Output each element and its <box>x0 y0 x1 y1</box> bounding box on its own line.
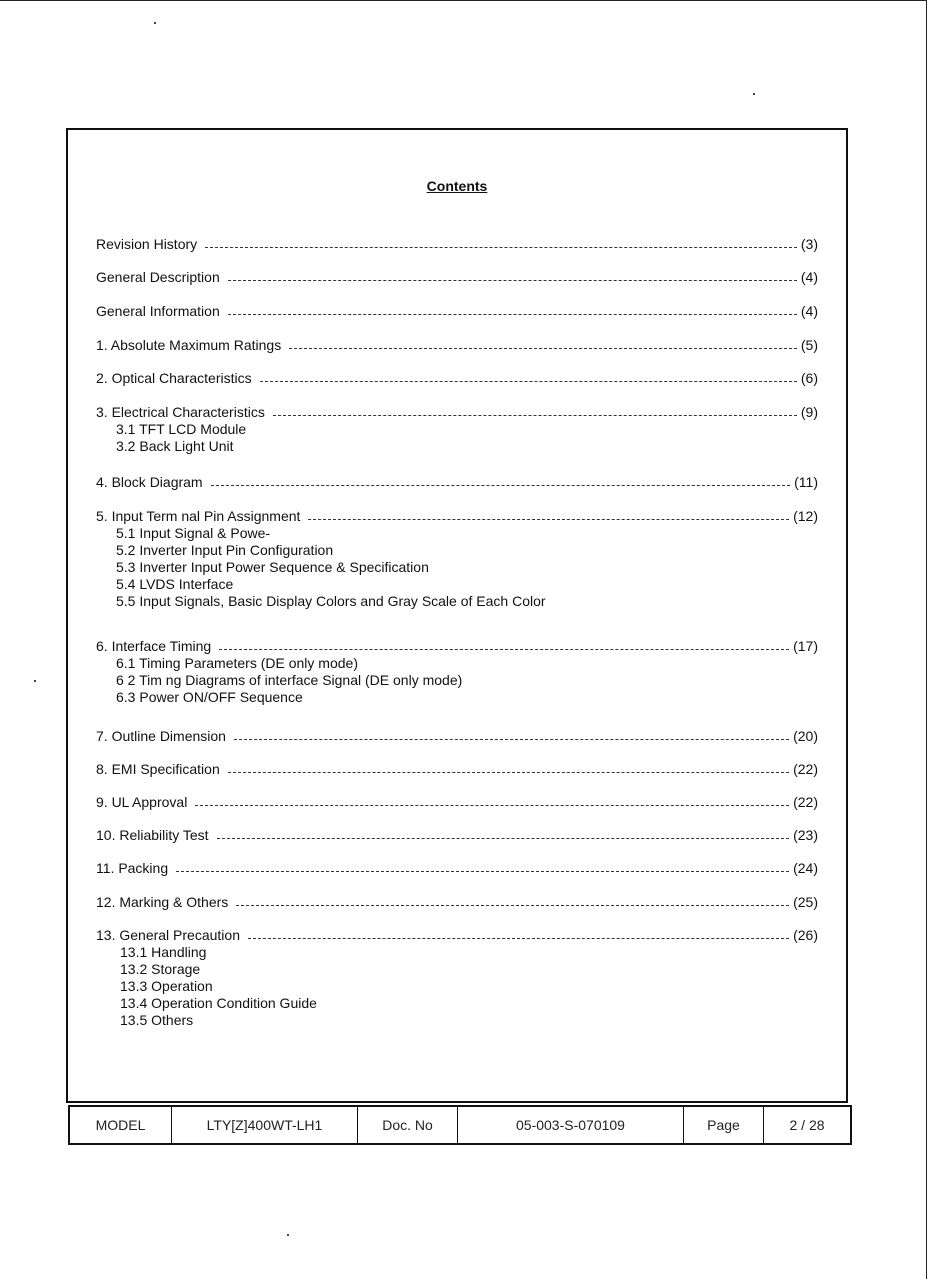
toc-entry-block-diagram <box>96 474 818 491</box>
toc-label: 6. Interface Timing <box>96 638 212 654</box>
toc-entry-interface-timing <box>96 638 818 706</box>
toc-row <box>96 404 818 421</box>
toc-subitem: 13.3 Operation <box>120 978 213 994</box>
toc-subsections <box>96 944 818 1029</box>
scan-speck <box>34 680 36 682</box>
scan-speck <box>154 22 156 24</box>
toc-label: Revision History <box>96 236 198 252</box>
toc-label: 4. Block Diagram <box>96 474 203 490</box>
toc-row <box>96 508 818 525</box>
toc-row <box>96 370 818 387</box>
toc-row <box>96 474 818 491</box>
toc-label: 12. Marking & Others <box>96 894 229 910</box>
toc-page: (6) <box>800 370 818 386</box>
document-footer <box>68 1105 852 1145</box>
toc-row <box>96 761 818 778</box>
toc-leader <box>308 519 789 520</box>
toc-row <box>96 860 818 877</box>
toc-entry-ul-approval <box>96 794 818 811</box>
toc-entry-general-description <box>96 269 818 286</box>
toc-row <box>96 303 818 320</box>
toc-label: 11. Packing <box>96 860 169 876</box>
toc-subitem: 6.1 Timing Parameters (DE only mode) <box>116 655 358 671</box>
toc-page: (5) <box>800 337 818 353</box>
toc-entry-electrical-characteristics <box>96 404 818 455</box>
toc-label: 13. General Precaution <box>96 927 240 943</box>
toc-leader <box>211 485 791 486</box>
toc-leader <box>234 739 789 740</box>
toc-label: 7. Outline Dimension <box>96 728 226 744</box>
toc-page: (24) <box>793 860 818 876</box>
toc-page: (12) <box>793 508 818 524</box>
toc-page: (9) <box>800 404 818 420</box>
toc-page: (3) <box>800 236 818 252</box>
page-label: Page <box>684 1107 764 1143</box>
toc-entry-outline-dimension <box>96 728 818 745</box>
toc-leader <box>205 247 797 248</box>
toc-entry-marking-and-others <box>96 894 818 911</box>
toc-row <box>96 728 818 745</box>
toc-row <box>96 337 818 354</box>
toc-row <box>96 927 818 944</box>
toc-page: (17) <box>793 638 818 654</box>
toc-subitem: 5.4 LVDS Interface <box>116 576 234 592</box>
toc-leader <box>219 649 789 650</box>
toc-entry-reliability-test <box>96 827 818 844</box>
toc-label: 2. Optical Characteristics <box>96 370 252 386</box>
toc-subitem: 13.2 Storage <box>120 961 201 977</box>
toc-label: 9. UL Approval <box>96 794 188 810</box>
doc-number-value: 05-003-S-070109 <box>458 1107 684 1143</box>
toc-subsections <box>96 421 818 455</box>
toc-leader <box>248 938 789 939</box>
toc-subitem: 3.1 TFT LCD Module <box>116 421 247 437</box>
toc-subitem: 5.2 Inverter Input Pin Configuration <box>116 542 334 558</box>
toc-row <box>96 894 818 911</box>
toc-subitem: 3.2 Back Light Unit <box>116 438 234 454</box>
toc-subitem: 13.5 Others <box>120 1012 194 1028</box>
toc-page: (11) <box>794 474 818 490</box>
toc-subsections <box>96 525 818 610</box>
toc-subitem: 6.3 Power ON/OFF Sequence <box>116 689 303 705</box>
toc-leader <box>236 905 789 906</box>
toc-leader <box>289 348 797 349</box>
toc-row <box>96 236 818 253</box>
contents-frame <box>66 128 848 1103</box>
toc-row <box>96 638 818 655</box>
toc-subitem: 13.1 Handling <box>120 944 207 960</box>
toc-page: (20) <box>793 728 818 744</box>
toc-leader <box>195 805 789 806</box>
toc-leader <box>260 381 797 382</box>
toc-entry-optical-characteristics <box>96 370 818 387</box>
toc-entry-packing <box>96 860 818 877</box>
scan-speck <box>753 93 755 95</box>
toc-leader <box>217 838 790 839</box>
toc-entry-emi-specification <box>96 761 818 778</box>
toc-page: (4) <box>800 303 818 319</box>
toc-subsections <box>96 655 818 706</box>
toc-label: 3. Electrical Characteristics <box>96 404 265 420</box>
contents-title: Contents <box>426 178 488 194</box>
toc-entry-revision-history <box>96 236 818 253</box>
toc-subitem: 5.1 Input Signal & Powe- <box>116 525 271 541</box>
model-label: MODEL <box>70 1107 172 1143</box>
toc-label: 5. Input Term nal Pin Assignment <box>96 508 301 524</box>
model-value: LTY[Z]400WT-LH1 <box>172 1107 358 1143</box>
doc-number-label: Doc. No <box>358 1107 458 1143</box>
page-number: 2 / 28 <box>789 1117 825 1133</box>
toc-row <box>96 794 818 811</box>
toc-subitem: 6 2 Tim ng Diagrams of interface Signal (DE only mode) <box>116 672 463 688</box>
toc-page: (26) <box>793 927 818 943</box>
toc-row <box>96 827 818 844</box>
toc-leader <box>228 280 797 281</box>
toc-label: 8. EMI Specification <box>96 761 220 777</box>
toc-label: 1. Absolute Maximum Ratings <box>96 337 282 353</box>
toc-leader <box>176 871 789 872</box>
toc-page: (25) <box>793 894 818 910</box>
toc-label: 10. Reliability Test <box>96 827 209 843</box>
toc-page: (22) <box>793 794 818 810</box>
toc-page: (23) <box>793 827 818 843</box>
toc-page: (4) <box>800 269 818 285</box>
toc-leader <box>273 415 797 416</box>
toc-subitem: 5.3 Inverter Input Power Sequence & Specification <box>116 559 429 575</box>
toc-entry-general-information <box>96 303 818 320</box>
toc-label: General Description <box>96 269 220 285</box>
toc-subitem: 5.5 Input Signals, Basic Display Colors and Gray Scale of Each Color <box>116 593 546 609</box>
toc-label: General Information <box>96 303 220 319</box>
toc-page: (22) <box>793 761 818 777</box>
toc-subitem: 13.4 Operation Condition Guide <box>120 995 317 1011</box>
toc-leader <box>228 314 797 315</box>
toc-entry-absolute-maximum-ratings <box>96 337 818 354</box>
toc-entry-input-terminal-pin-assignment <box>96 508 818 610</box>
toc-entry-general-precaution <box>96 927 818 1029</box>
scan-speck <box>287 1234 289 1236</box>
toc-row <box>96 269 818 286</box>
toc-leader <box>228 772 789 773</box>
